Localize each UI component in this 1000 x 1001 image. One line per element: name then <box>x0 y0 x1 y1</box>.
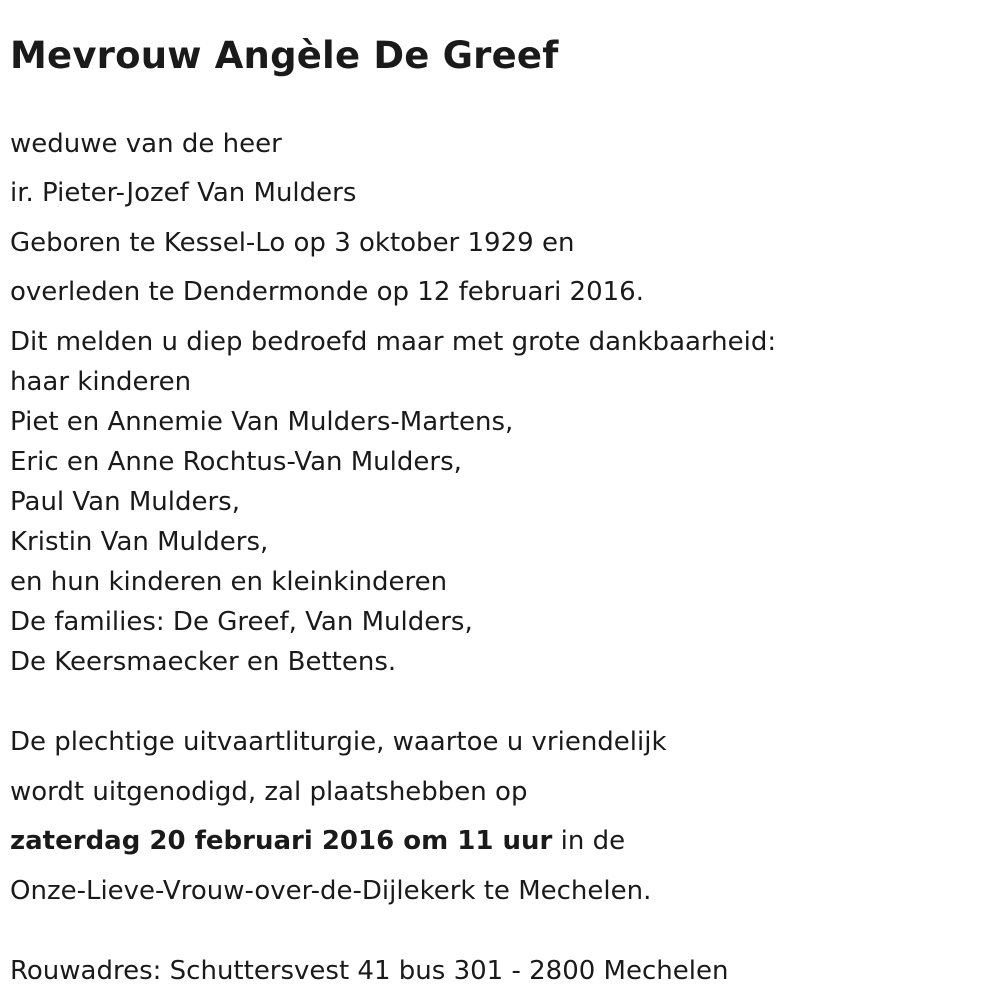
family-line: De Keersmaecker en Bettens. <box>10 647 397 677</box>
family-line: Piet en Annemie Van Mulders-Martens, <box>10 407 514 437</box>
family-line: Paul Van Mulders, <box>10 487 240 517</box>
husband-name: ir. Pieter-Jozef Van Mulders <box>10 178 357 208</box>
funeral-location: Onze-Lieve-Vrouw-over-de-Dijlekerk te Mechelen. <box>10 876 652 906</box>
family-line: haar kinderen <box>10 367 192 397</box>
family-line: Eric en Anne Rochtus-Van Mulders, <box>10 447 462 477</box>
funeral-date-suffix: in de <box>552 826 626 856</box>
family-line: en hun kinderen en kleinkinderen <box>10 567 448 597</box>
funeral-date: zaterdag 20 februari 2016 om 11 uur <box>10 826 553 856</box>
funeral-date-line <box>10 826 625 856</box>
funeral-line: wordt uitgenodigd, zal plaatshebben op <box>10 777 528 807</box>
family-line: De families: De Greef, Van Mulders, <box>10 607 473 637</box>
birth-line: Geboren te Kessel-Lo op 3 oktober 1929 en <box>10 228 575 258</box>
announcement-lead: Dit melden u diep bedroefd maar met grote dankbaarheid: <box>10 327 777 357</box>
mourning-address: Rouwadres: Schuttersvest 41 bus 301 - 2800 Mechelen <box>10 956 729 986</box>
funeral-line: De plechtige uitvaartliturgie, waartoe u vriendelijk <box>10 727 667 757</box>
family-line: Kristin Van Mulders, <box>10 527 269 557</box>
deceased-name-title: Mevrouw Angèle De Greef <box>10 34 559 77</box>
death-line: overleden te Dendermonde op 12 februari 2016. <box>10 277 644 307</box>
widow-line: weduwe van de heer <box>10 129 282 159</box>
